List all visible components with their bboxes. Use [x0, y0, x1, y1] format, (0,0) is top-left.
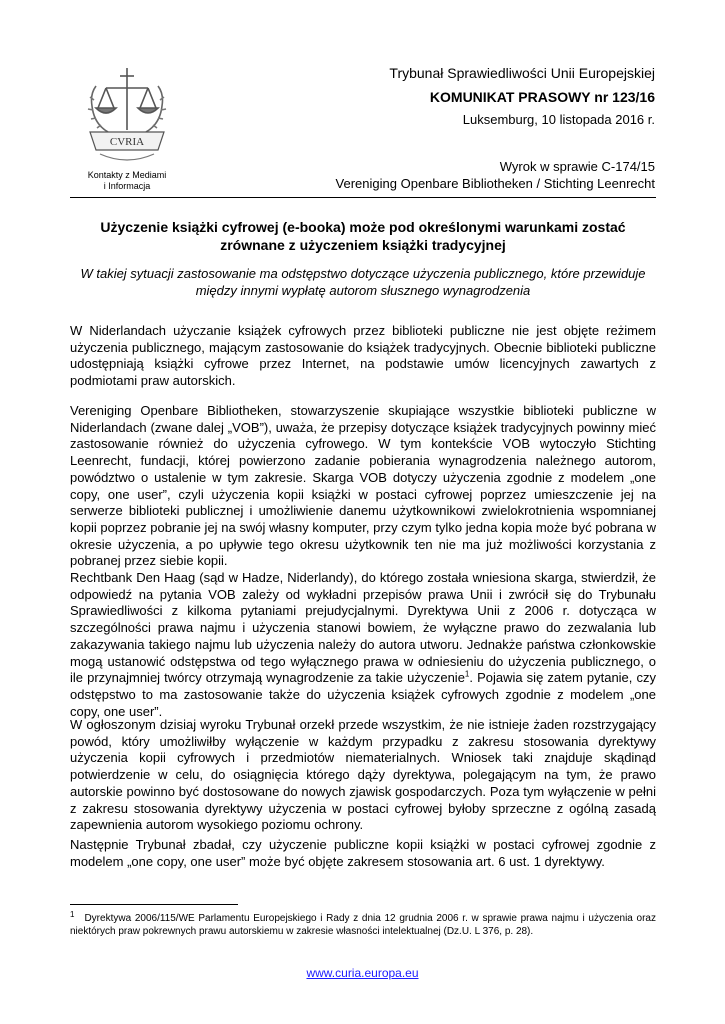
- article-subtitle: [70, 265, 656, 299]
- paragraph-4: W ogłoszonym dzisiaj wyroku Trybunał orzekł przede wszystkim, że nie istnieje żaden rozstrzygający powód, który umożliwiłby wyłączenie w każdym przypadku z zakresu stosowania dyrektywy użyczenia kopii cyfrowych i przedmiotów niematerialnych. Wniosek taki znajduje skądinąd potwierdzenie w celu, do osiągnięcia którego dąży dyrektywa, polegającym na tym, że prawo autorskie powinno być dostosowane do nowych zjawisk gospodarczych. Poza tym wyłączenie w pełni z zakresu stosowania dyrektywy użyczenia w postaci cyfrowej byłoby sprzeczne z ogólną zasadą zapewnienia autorom wysokiego poziomu ochrony.: [70, 717, 656, 833]
- footnote-divider: [70, 904, 238, 905]
- paragraph-5: Następnie Trybunał zbadał, czy użyczenie publiczne kopii książki w postaci cyfrowej zgodnie z modelem „one copy, one user” może być objęte zakresem stosowania art. 6 ust. 1 dyrektywy.: [70, 837, 656, 869]
- header-divider: [70, 197, 656, 198]
- press-release-number: KOMUNIKAT PRASOWY nr 123/16: [429, 89, 655, 105]
- curia-website-link[interactable]: www.curia.europa.eu: [306, 966, 419, 980]
- footnote: [70, 909, 656, 938]
- paragraph-1: W Niderlandach użyczanie książek cyfrowych przez biblioteki publiczne nie jest objęte reżimem użyczenia publicznego, mającym zastosowanie do książek tradycyjnych. Obecnie biblioteki publiczne udostępniają książki cyfrowe przez Internet, na podstawie umów licencyjnych zawartych z podmiotami praw autorskich.: [70, 323, 656, 389]
- judgment-reference: Wyrok w sprawie C-174/15: [499, 159, 655, 174]
- curia-logo-icon: [78, 66, 176, 168]
- footnote-number: 1: [70, 909, 75, 919]
- footer: [0, 966, 725, 980]
- paragraph-3: [70, 570, 656, 720]
- subtitle-line-2: między innymi wypłatę autorom słusznego wynagrodzenia: [195, 283, 531, 298]
- media-contact: [68, 170, 186, 192]
- contact-line-2: i Informacja: [103, 181, 151, 191]
- contact-line-1: Kontakty z Mediami: [87, 170, 167, 180]
- title-line-1: Użyczenie książki cyfrowej (e-booka) może pod określonymi warunkami zostać: [100, 219, 626, 235]
- paragraph-3-end: . Pojawia się zatem pytanie, czy odstępstwo to ma zastosowanie także do użyczenia książek cyfrowych zgodnie z modelem „one copy, one user”.: [70, 670, 656, 719]
- paragraph-3-text: Rechtbank Den Haag (sąd w Hadze, Niderlandy), do którego została wniesiona skarga, stwierdził, że odpowiedź na pytania VOB zależy od wykładni przepisów prawa Unii i zwrócił się do Trybunału Sprawiedliwości z kilkoma pytaniami prejudycjalnymi. Dyrektywa Unii z 2006 r. dotycząca w szczególności prawa najmu i użyczenia stanowi bowiem, że wyłączne prawo do zezwalania lub zakazywania takiego najmu lub użyczenia należy do autora utworu. Jednakże państwa członkowskie mogą ustanowić odstępstwa od tego wyłącznego prawa w odniesieniu do użyczenia publicznego, o ile przynajmniej twórcy otrzymają wynagrodzenie za takie użyczenie: [70, 570, 656, 686]
- article-title: [70, 218, 656, 254]
- place-date: Luksemburg, 10 listopada 2016 r.: [462, 112, 655, 127]
- title-line-2: zrównane z użyczeniem książki tradycyjnej: [220, 237, 506, 253]
- footnote-reference[interactable]: 1: [464, 669, 470, 679]
- logo-text: CVRIA: [109, 136, 145, 148]
- footnote-text: Dyrektywa 2006/115/WE Parlamentu Europejskiego i Rady z dnia 12 grudnia 2006 r. w sprawie prawa najmu i użyczenia oraz niektórych praw pokrewnych prawu autorskiemu w zakresie własności intelektualnej (Dz.U. L 376, p. 28).: [70, 913, 656, 937]
- paragraph-2: Vereniging Openbare Bibliotheken, stowarzyszenie skupiające wszystkie biblioteki publiczne w Niderlandach (zwane dalej „VOB”), uważa, że przepisy dotyczące książek tradycyjnych powinny mieć zastosowanie również do użyczenia cyfrowego. W tym kontekście VOB wytoczyło Stichting Leenrecht, fundacji, której powierzono zadanie pobierania wynagrodzenia należnego autorom, powództwo o ustalenie w tym zakresie. Skarga VOB dotyczy użyczenia zgodnie z modelem „one copy, one user”, czyli użyczenia kopii książki w postaci cyfrowej poprzez umieszczenie jej na serwerze biblioteki publicznej i umożliwienie danemu użytkownikowi zwielokrotnienia wspomnianej kopii poprzez pobranie jej na swój własny komputer, przy czym tylko jedna kopia może być pobrana w okresie użyczenia, a po upływie tego okresu użytkownik ten nie ma już możliwości korzystania z pobranej przez siebie kopii.: [70, 403, 656, 569]
- institution-name: Trybunał Sprawiedliwości Unii Europejskiej: [389, 65, 655, 81]
- case-parties: Vereniging Openbare Bibliotheken / Stichting Leenrecht: [335, 176, 655, 191]
- subtitle-line-1: W takiej sytuacji zastosowanie ma odstępstwo dotyczące użyczenia publicznego, które przewiduje: [80, 266, 646, 281]
